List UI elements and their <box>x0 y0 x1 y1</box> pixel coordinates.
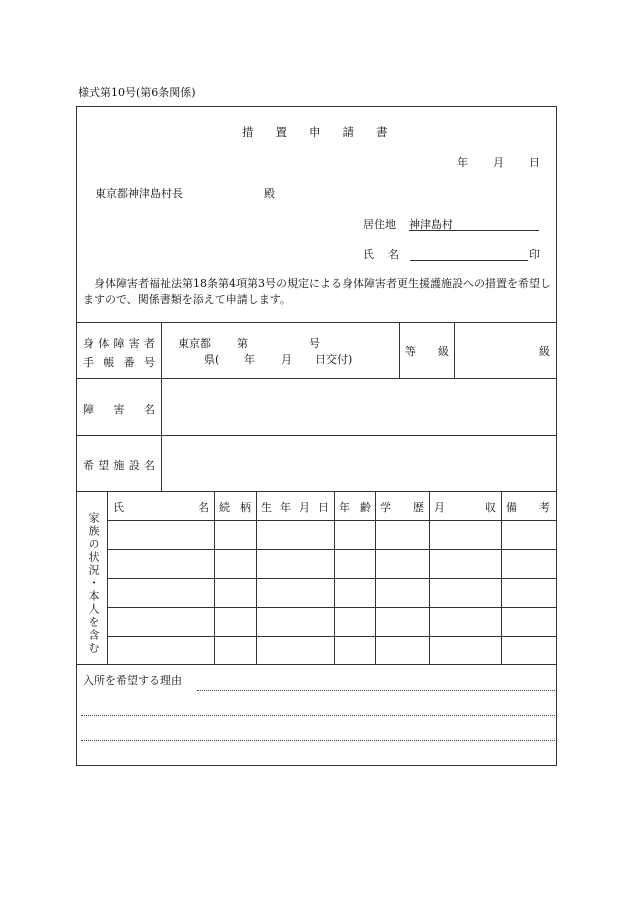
table-row[interactable] <box>108 521 555 549</box>
family-side-label: 家族の状況・本人を含む <box>87 512 100 655</box>
residence-label: 居住地 <box>363 218 396 231</box>
facility-label: 希 望 施 設 名 <box>83 459 155 472</box>
reason-line[interactable] <box>81 715 555 716</box>
header-relation: 続 柄 <box>219 501 251 514</box>
statement-text: 身体障害者福祉法第18条第4項第3号の規定による身体障害者更生援護施設への措置を希望しますので、関係書類を添えて申請します。 <box>83 277 551 306</box>
form-number-label: 様式第10号(第6条関係) <box>78 86 196 99</box>
facility-field[interactable] <box>162 436 555 490</box>
day-label: 日 <box>529 156 540 169</box>
seal-mark: 印 <box>529 248 540 261</box>
honorific: 殿 <box>264 187 275 200</box>
grade-label: 等 級 <box>405 345 449 358</box>
grade-unit: 級 <box>539 345 550 358</box>
disability-field[interactable] <box>162 379 555 434</box>
handbook-ken: 県( <box>204 353 220 366</box>
page-title: 措置申請書 <box>242 125 410 139</box>
header-age: 年 齢 <box>339 501 371 514</box>
header-birthdate: 生 年 月 日 <box>261 501 329 514</box>
name-field[interactable] <box>410 260 528 261</box>
name-label: 氏名 <box>363 248 413 261</box>
reason-line[interactable] <box>81 740 555 741</box>
year-label: 年 <box>457 156 468 169</box>
handbook-dai: 第 <box>237 337 248 350</box>
addressee: 東京都神津島村長 <box>95 187 183 200</box>
handbook-issued: 日交付) <box>315 353 353 366</box>
residence-field[interactable]: 神津島村 <box>409 216 539 231</box>
application-form <box>76 106 557 766</box>
reason-label: 入所を希望する理由 <box>83 674 182 687</box>
table-row[interactable] <box>108 579 555 607</box>
header-income: 月 収 <box>434 501 496 514</box>
header-name: 氏 名 <box>113 501 209 514</box>
handbook-prefecture: 東京都 <box>178 337 211 350</box>
handbook-year: 年 <box>244 353 255 366</box>
table-row[interactable] <box>108 608 555 636</box>
table-row[interactable] <box>108 637 555 664</box>
header-remarks: 備 考 <box>506 501 550 514</box>
table-row[interactable] <box>108 550 555 578</box>
handbook-label: 身 体 障 害 者 手 帳 番 号 <box>83 337 155 369</box>
handbook-month: 月 <box>281 353 292 366</box>
month-label: 月 <box>493 156 504 169</box>
disability-label: 障 害 名 <box>83 403 155 416</box>
header-education: 学 歴 <box>380 501 424 514</box>
handbook-go: 号 <box>309 337 320 350</box>
reason-line[interactable] <box>197 690 555 691</box>
